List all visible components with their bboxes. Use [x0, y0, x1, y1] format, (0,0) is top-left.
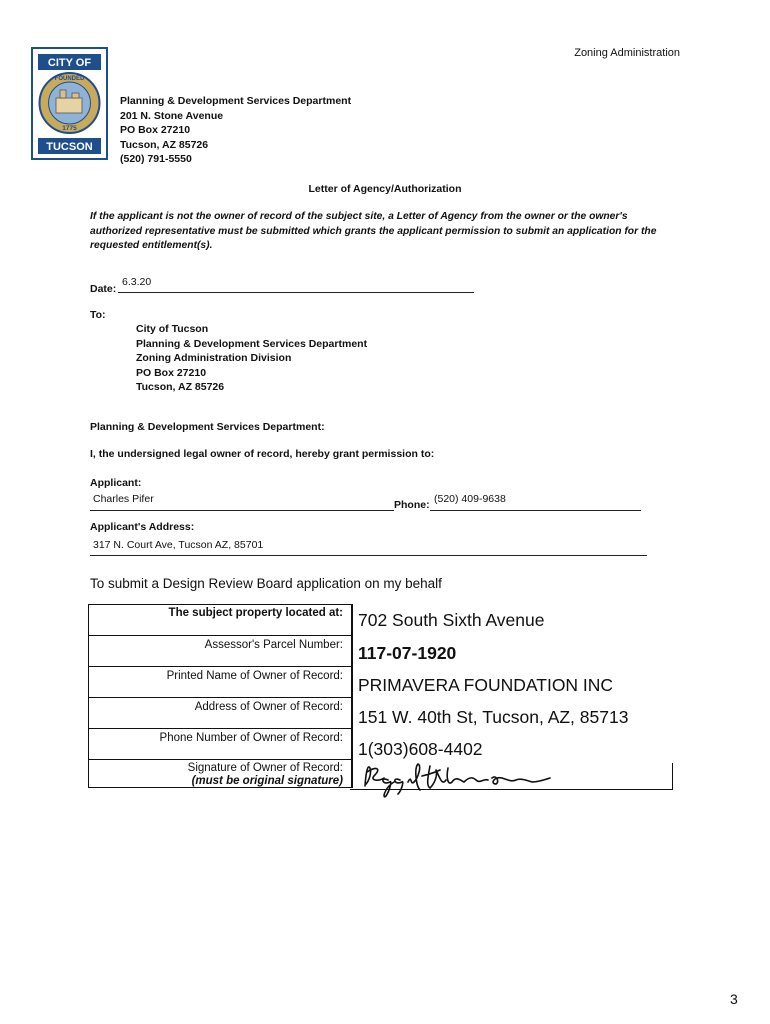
- zoning-administration-header: Zoning Administration: [574, 47, 680, 59]
- recipient-line: Tucson, AZ 85726: [136, 381, 225, 394]
- applicant-phone[interactable]: (520) 409-9638: [434, 493, 506, 505]
- owner-name-value[interactable]: PRIMAVERA FOUNDATION INC: [358, 675, 614, 695]
- page-number: 3: [730, 991, 738, 1007]
- applicant-address-underline: [90, 555, 647, 556]
- letter-title: Letter of Agency/Authorization: [308, 183, 462, 195]
- property-location-value[interactable]: 702 South Sixth Avenue: [358, 610, 545, 630]
- applicant-phone-underline: [430, 510, 641, 511]
- property-location-label: The subject property located at:: [168, 607, 343, 619]
- signature-box-edge: [672, 763, 673, 789]
- date-value[interactable]: 6.3.20: [122, 276, 152, 288]
- applicant-address-label: Applicant's Address:: [90, 521, 195, 533]
- department-name: Planning & Development Services Department: [120, 95, 352, 107]
- owner-address-label: Address of Owner of Record:: [194, 701, 343, 713]
- table-row: [89, 635, 351, 667]
- grant-statement: I, the undersigned legal owner of record, hereby grant permission to:: [90, 448, 435, 460]
- signature-drawing: [360, 756, 560, 800]
- applicant-name[interactable]: Charles Pifer: [93, 493, 154, 505]
- table-row: [89, 728, 351, 760]
- salutation: Planning & Development Services Department:: [90, 421, 325, 433]
- table-row: [89, 759, 351, 788]
- svg-text:FOUNDED: FOUNDED: [54, 76, 85, 82]
- recipient-address-block: [136, 322, 367, 395]
- owner-address-value[interactable]: 151 W. 40th St, Tucson, AZ, 85713: [358, 707, 629, 727]
- owner-phone-value[interactable]: 1(303)608-4402: [358, 739, 483, 759]
- parcel-number-value[interactable]: 117-07-1920: [358, 643, 457, 663]
- department-city: Tucson, AZ 85726: [120, 138, 209, 151]
- applicant-name-underline: [90, 510, 394, 511]
- department-po-box: PO Box 27210: [120, 124, 191, 136]
- department-street: 201 N. Stone Avenue: [120, 109, 224, 122]
- applicant-address[interactable]: 317 N. Court Ave, Tucson AZ, 85701: [93, 539, 264, 551]
- department-address-block: [120, 94, 351, 167]
- applicant-label: Applicant:: [90, 477, 142, 489]
- table-row: [89, 697, 351, 729]
- owner-info-table: [88, 604, 353, 788]
- date-label: Date:: [90, 283, 117, 295]
- date-underline: [118, 292, 474, 293]
- phone-label: Phone:: [394, 499, 430, 511]
- svg-text:TUCSON: TUCSON: [46, 141, 93, 153]
- owner-phone-label: Phone Number of Owner of Record:: [159, 732, 343, 744]
- recipient-line: Zoning Administration Division: [136, 352, 292, 365]
- recipient-line: Planning & Development Services Department: [136, 337, 368, 350]
- table-row: [89, 604, 351, 635]
- table-row: [89, 666, 351, 698]
- original-signature-note: (must be original signature): [191, 775, 343, 787]
- parcel-number-label: Assessor's Parcel Number:: [204, 639, 343, 651]
- intro-paragraph: If the applicant is not the owner of record of the subject site, a Letter of Agency from the owner or the owner's authorized representative must be submitted which grants the applicant permission to submit an application for the requested entitlement(s).: [90, 211, 657, 252]
- recipient-line: PO Box 27210: [136, 366, 207, 379]
- department-phone: (520) 791-5550: [120, 153, 192, 165]
- recipient-line: City of Tucson: [136, 323, 209, 335]
- city-of-tucson-logo: [30, 46, 109, 161]
- behalf-statement: To submit a Design Review Board application on my behalf: [90, 576, 442, 591]
- svg-text:CITY OF: CITY OF: [47, 57, 92, 69]
- to-label: To:: [90, 309, 106, 321]
- svg-text:1775: 1775: [62, 125, 77, 132]
- owner-signature-label: Signature of Owner of Record:: [187, 762, 343, 774]
- owner-name-label: Printed Name of Owner of Record:: [166, 670, 343, 682]
